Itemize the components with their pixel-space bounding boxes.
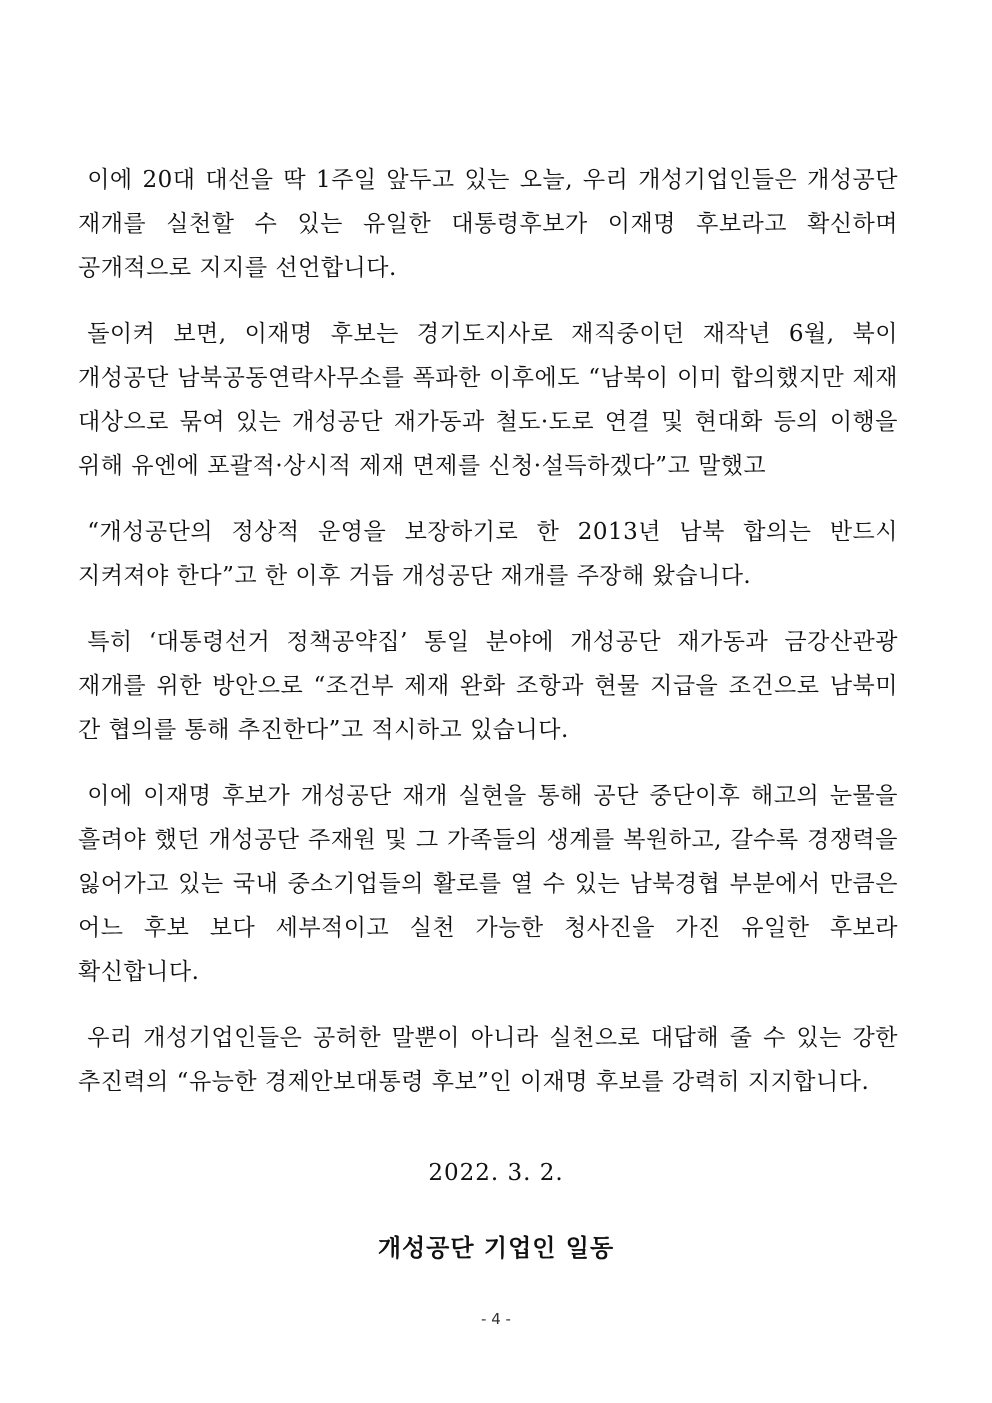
page-number: - 4 - xyxy=(481,1310,511,1328)
paragraph-4: 특히 ‘대통령선거 정책공약집’ 통일 분야에 개성공단 재가동과 금강산관광 재개를 위한 방안으로 “조건부 제재 완화 조항과 현물 지급을 조건으로 남북미 간 협의를 통해 추진한다”고 적시하고 있습니다. xyxy=(78,629,898,743)
body-text xyxy=(78,158,898,1126)
paragraph-6: 우리 개성기업인들은 공허한 말뿐이 아니라 실천으로 대답해 줄 수 있는 강한 추진력의 “유능한 경제안보대통령 후보”인 이재명 후보를 강력히 지지합니다. xyxy=(78,1025,898,1095)
signature: 개성공단 기업인 일동 xyxy=(377,1233,615,1262)
paragraph-2: 돌이켜 보면, 이재명 후보는 경기도지사로 재직중이던 재작년 6월, 북이 개성공단 남북공동연락사무소를 폭파한 이후에도 “남북이 이미 합의했지만 제재 대상으로 묶여 있는 개성공단 재가동과 철도·도로 연결 및 현대화 등의 이행을 위해 유엔에 포괄적·상시적 제재 면제를 신청·설득하겠다”고 말했고 xyxy=(78,321,898,479)
paragraph-3: “개성공단의 정상적 운영을 보장하기로 한 2013년 남북 합의는 반드시 지켜져야 한다”고 한 이후 거듭 개성공단 재개를 주장해 왔습니다. xyxy=(78,519,898,589)
paragraph-1: 이에 20대 대선을 딱 1주일 앞두고 있는 오늘, 우리 개성기업인들은 개성공단 재개를 실천할 수 있는 유일한 대통령후보가 이재명 후보라고 확신하며 공개적으로 지지를 선언합니다. xyxy=(78,167,898,281)
document-date: 2022. 3. 2. xyxy=(428,1160,564,1186)
paragraph-5: 이에 이재명 후보가 개성공단 재개 실현을 통해 공단 중단이후 해고의 눈물을 흘려야 했던 개성공단 주재원 및 그 가족들의 생계를 복원하고, 갈수록 경쟁력을 잃어가고 있는 국내 중소기업들의 활로를 열 수 있는 남북경협 부분에서 만큼은 어느 후보 보다 세부적이고 실천 가능한 청사진을 가진 유일한 후보라 확신합니다. xyxy=(78,783,898,985)
